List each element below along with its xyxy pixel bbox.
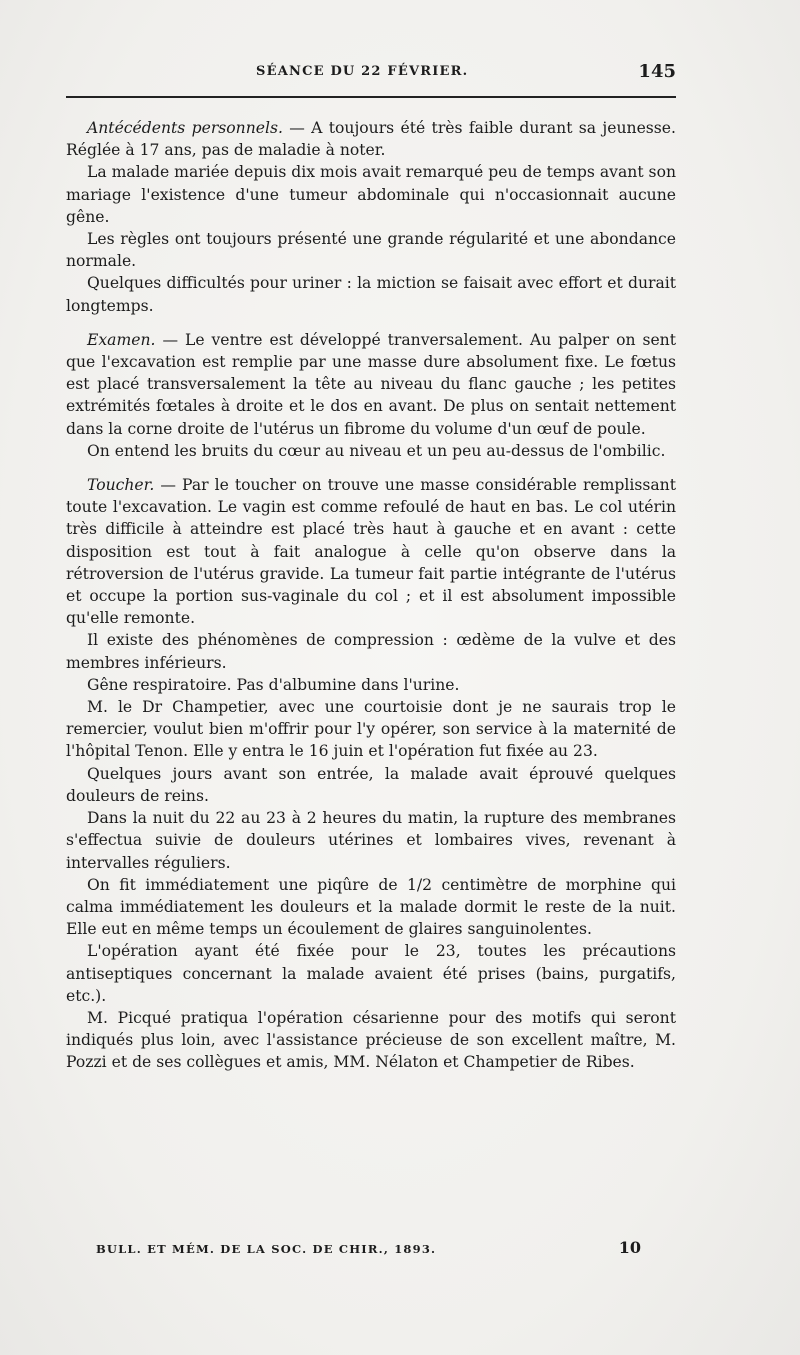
paragraph bbox=[66, 272, 676, 316]
paragraph bbox=[66, 696, 676, 763]
paragraph-lead: Toucher. bbox=[87, 476, 155, 495]
paragraph bbox=[66, 763, 676, 807]
body-text bbox=[66, 117, 676, 1074]
paragraph bbox=[66, 440, 676, 462]
paragraph bbox=[66, 161, 676, 228]
paragraph bbox=[66, 629, 676, 673]
paragraph-text: L'opération ayant été fixée pour le 23, toutes les précautions antiseptiques concernant la malade avaient été prises (bains, purgatifs, etc.). bbox=[66, 942, 676, 1005]
paragraph bbox=[66, 807, 676, 874]
paragraph bbox=[66, 117, 676, 161]
paragraph-text: On fit immédiatement une piqûre de 1/2 centimètre de morphine qui calma immédiatement les douleurs et la malade dormit le reste de la nuit. Elle eut en même temps un écoulement de glaires sanguinolentes. bbox=[66, 875, 676, 939]
page-header bbox=[66, 61, 676, 88]
paragraph-text: On entend les bruits du cœur au niveau et un peu au-dessus de l'ombilic. bbox=[87, 441, 666, 460]
paragraph bbox=[66, 1007, 676, 1074]
paragraph-text: Gêne respiratoire. Pas d'albumine dans l'urine. bbox=[87, 675, 460, 694]
paragraph-text: M. Picqué pratiqua l'opération césarienne pour des motifs qui seront indiqués plus loin, avec l'assistance précieuse de son excellent maître, M. Pozzi et de ses collègues et amis, MM. Nélaton et Champetier de Ribes. bbox=[66, 1008, 676, 1072]
paragraph-text: Dans la nuit du 22 au 23 à 2 heures du matin, la rupture des membranes s'effectua suivie de douleurs utérines et lombaires vives, revenant à intervalles réguliers. bbox=[66, 809, 676, 872]
signature-line: BULL. ET MÉM. DE LA SOC. DE CHIR., 1893. bbox=[96, 1242, 437, 1256]
paragraph bbox=[66, 940, 676, 1007]
paragraph bbox=[66, 674, 676, 696]
paragraph bbox=[66, 474, 676, 629]
paragraph bbox=[66, 329, 676, 440]
paragraph-text: M. le Dr Champetier, avec une courtoisie dont je ne saurais trop le remercier, voulut bien m'offrir pour l'y opérer, son service à la maternité de l'hôpital Tenon. Elle y entra le 16 juin et l'opération fut fixée au 23. bbox=[66, 698, 676, 761]
paragraph-lead: Antécédents personnels. bbox=[87, 119, 283, 137]
running-head: SÉANCE DU 22 FÉVRIER. bbox=[256, 64, 469, 79]
header-rule bbox=[66, 96, 676, 98]
paragraph-text: — A toujours été très faible durant sa jeunesse. Réglée à 17 ans, pas de maladie à noter. bbox=[66, 119, 676, 160]
paragraph bbox=[66, 228, 676, 272]
page-number: 145 bbox=[638, 61, 676, 82]
paragraph-text: Il existe des phénomènes de compression : œdème de la vulve et des membres inférieurs. bbox=[66, 631, 676, 672]
page-footer bbox=[96, 1240, 641, 1260]
paragraph-text: Les règles ont toujours présenté une grande régularité et une abondance normale. bbox=[66, 230, 676, 271]
paragraph bbox=[66, 874, 676, 941]
paragraph-text: Quelques jours avant son entrée, la malade avait éprouvé quelques douleurs de reins. bbox=[66, 764, 676, 805]
signature-number: 10 bbox=[618, 1238, 641, 1257]
paragraph-lead: Examen. bbox=[87, 330, 156, 349]
paragraph-text: Quelques difficultés pour uriner : la miction se faisait avec effort et durait longtemps. bbox=[66, 274, 676, 315]
paragraph-text: — Le ventre est développé tranversalement. Au palper on sent que l'excavation est remplie par une masse dure absolument fixe. Le fœtus est placé transversalement la tête au niveau du flanc gauche ; les petites extrémités fœtales à droite et le dos en avant. De plus on sentait nettement dans la corne droite de l'utérus un fibrome du volume d'un œuf de poule. bbox=[66, 330, 676, 438]
paragraph-text: La malade mariée depuis dix mois avait remarqué peu de temps avant son mariage l'existence d'une tumeur abdominale qui n'occasionnait aucune gêne. bbox=[66, 163, 676, 226]
paragraph-text: — Par le toucher on trouve une masse considérable remplissant toute l'excavation. Le vagin est comme refoulé de haut en bas. Le col utérin très difficile à atteindre est placé très haut à gauche et en avant : cette disposition est tout à fait analogue à celle qu'on observe dans la rétroversion de l'utérus gravide. La tumeur fait partie intégrante de l'utérus et occupe la portion sus-vaginale du col ; et il est absolument impossible qu'elle remonte. bbox=[66, 476, 676, 628]
